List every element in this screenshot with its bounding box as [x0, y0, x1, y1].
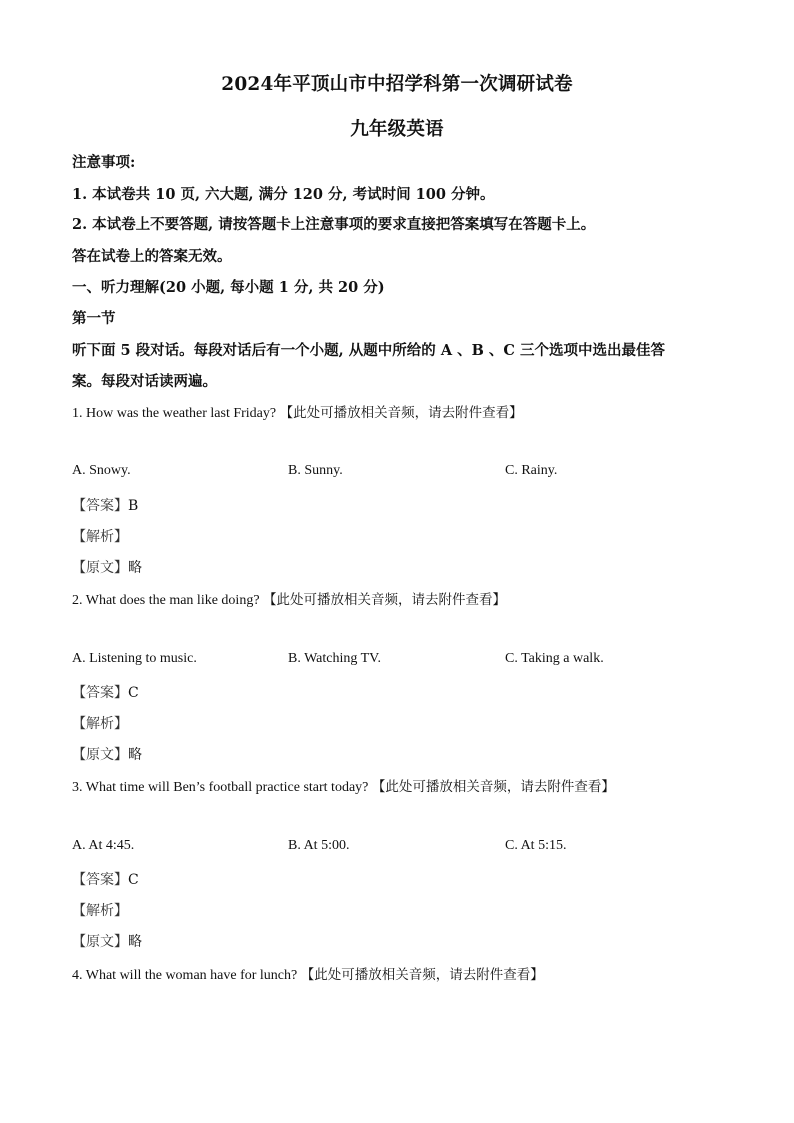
question-2 [72, 588, 506, 609]
question-2-option-a: A. Listening to music. [72, 651, 197, 666]
notes-item-1: 1. 本试卷共 10 页, 六大题, 满分 120 分, 考试时间 100 分钟。 [72, 186, 495, 203]
answer-value: C [128, 685, 139, 701]
audio-note: 【此处可播放相关音频，请去附件查看】 [263, 592, 507, 608]
section-part: 第一节 [72, 310, 116, 327]
notes-item-2-continued: 答在试卷上的答案无效。 [72, 248, 232, 265]
section-instruction-line2: 案。每段对话读两遍。 [72, 373, 217, 390]
section-instruction-line1: 听下面 5 段对话。每段对话后有一个小题, 从题中所给的 A 、B 、C 三个选项中选出最佳答 [72, 342, 666, 359]
notes-heading: 注意事项: [72, 154, 136, 171]
question-3-analysis [72, 900, 128, 920]
question-1-transcript [72, 557, 142, 577]
question-1 [72, 401, 523, 422]
exam-title: 2024年平顶山市中招学科第一次调研试卷 [221, 74, 573, 95]
transcript-value: 略 [128, 560, 142, 576]
question-2-analysis [72, 713, 128, 733]
analysis-tag: 【解析】 [72, 529, 128, 545]
audio-note: 【此处可播放相关音频，请去附件查看】 [371, 779, 615, 795]
question-1-answer [72, 495, 138, 515]
transcript-tag: 【原文】 [72, 747, 128, 763]
audio-note: 【此处可播放相关音频，请去附件查看】 [300, 967, 544, 983]
question-3-transcript [72, 931, 142, 951]
transcript-tag: 【原文】 [72, 560, 128, 576]
answer-tag: 【答案】 [72, 498, 128, 514]
notes-item-2: 2. 本试卷上不要答题, 请按答题卡上注意事项的要求直接把答案填写在答题卡上。 [72, 216, 596, 233]
question-1-option-c: C. Rainy. [505, 463, 558, 478]
question-1-option-b: B. Sunny. [288, 463, 343, 478]
question-1-stem: 1. How was the weather last Friday? [72, 406, 277, 421]
question-3-option-c: C. At 5:15. [505, 838, 567, 853]
section-title: 一、听力理解(20 小题, 每小题 1 分, 共 20 分) [72, 279, 385, 296]
question-3 [72, 775, 615, 796]
answer-value: C [128, 872, 139, 888]
question-2-stem: 2. What does the man like doing? [72, 593, 260, 608]
question-1-analysis [72, 526, 128, 546]
question-3-option-a: A. At 4:45. [72, 838, 135, 853]
analysis-tag: 【解析】 [72, 903, 128, 919]
answer-tag: 【答案】 [72, 872, 128, 888]
answer-tag: 【答案】 [72, 685, 128, 701]
transcript-tag: 【原文】 [72, 934, 128, 950]
transcript-value: 略 [128, 934, 142, 950]
question-3-stem: 3. What time will Ben’s football practice start today? [72, 780, 369, 795]
audio-note: 【此处可播放相关音频，请去附件查看】 [279, 405, 523, 421]
question-2-transcript [72, 744, 142, 764]
question-2-answer [72, 682, 139, 702]
analysis-tag: 【解析】 [72, 716, 128, 732]
transcript-value: 略 [128, 747, 142, 763]
question-1-option-a: A. Snowy. [72, 463, 131, 478]
question-2-option-c: C. Taking a walk. [505, 651, 604, 666]
exam-subtitle: 九年级英语 [350, 119, 444, 140]
question-4 [72, 963, 544, 984]
answer-value: B [128, 498, 139, 514]
question-3-answer [72, 869, 139, 889]
question-2-option-b: B. Watching TV. [288, 651, 381, 666]
question-3-option-b: B. At 5:00. [288, 838, 350, 853]
question-4-stem: 4. What will the woman have for lunch? [72, 968, 298, 983]
